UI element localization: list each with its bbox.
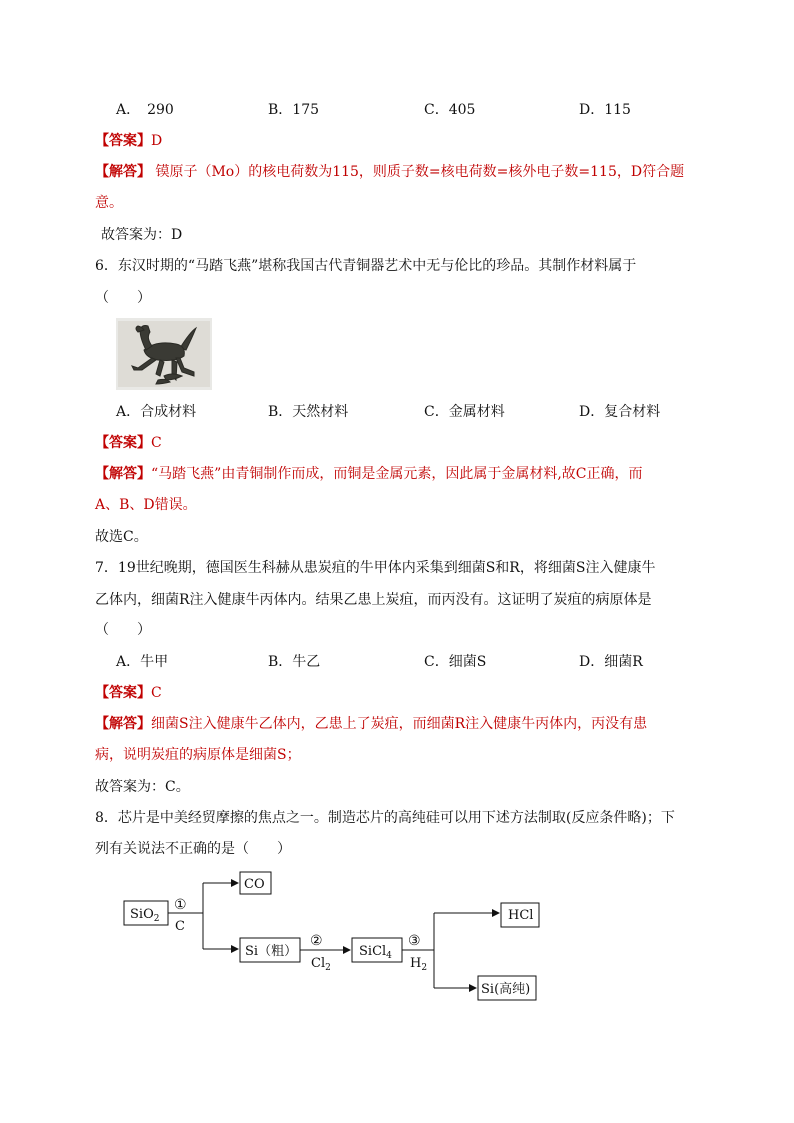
label-co: CO [244,877,265,892]
answer-value: C [151,685,162,701]
reagent-2: $Cl_2$ [311,956,331,973]
analysis-text: 镆原子（Mo）的核电荷数为115，则质子数=核电荷数=核外电子数=115，D符合题 [151,164,685,180]
q5-option-b: B．175 [268,102,320,118]
analysis-text: 细菌S注入健康牛乙体内，乙患上了炭疽，而细菌R注入健康牛丙体内，丙没有患 [151,716,648,732]
step-2: ② [310,933,323,949]
step-1: ① [174,897,187,913]
q5-answer [95,131,162,151]
label-si-pure: Si(高纯) [481,982,531,997]
label-sio2: SiO$_2$ [130,907,160,924]
q7-analysis-line2: 病，说明炭疽的病原体是细菌S； [95,747,301,763]
q6-stem-line2: （ ） [95,290,151,306]
answer-tag: 【答案】 [95,133,151,149]
q7-answer [95,683,162,703]
q6-option-a: A．合成材料 [116,404,197,420]
q7-stem-line3: （ ） [95,622,151,638]
q6-answer [95,433,162,453]
q5-option-d: D．115 [579,102,631,118]
q7-option-a: A．牛甲 [116,654,169,670]
answer-tag: 【答案】 [95,685,151,701]
label-sicl4: SiCl$_4$ [359,944,392,961]
q6-conclusion: 故选C。 [95,529,148,545]
analysis-text: “马踏飞燕”由青铜制作而成，而铜是金属元素，因此属于金属材料,故C正确，而 [151,466,643,482]
analysis-tag: 【解答】 [95,466,151,482]
q7-option-b: B．牛乙 [268,654,321,670]
reagent-3: $H_2$ [410,956,428,973]
q7-option-d: D．细菌R [579,654,643,670]
label-si-crude: Si（粗） [245,944,298,959]
q6-option-c: C．金属材料 [424,404,505,420]
q5-conclusion: 故答案为：D [101,227,183,243]
analysis-tag: 【解答】 [95,716,151,732]
silicon-process-diagram [0,860,794,1010]
horse-figure-icon [116,318,212,390]
step-3: ③ [408,933,421,949]
reagent-1: C [175,919,185,934]
q5-analysis-line1 [95,162,684,182]
q8-stem-line2: 列有关说法不正确的是（ ） [95,841,291,857]
q6-analysis-line2: A、B、D错误。 [95,497,197,513]
answer-value: D [151,133,163,149]
q5-analysis-line2: 意。 [95,195,123,211]
q7-stem-line2: 乙体内，细菌R注入健康牛丙体内。结果乙患上炭疽，而丙没有。这证明了炭疽的病原体是 [95,592,652,608]
q6-option-b: B．天然材料 [268,404,349,420]
q6-option-d: D．复合材料 [579,404,661,420]
q5-option-a: A． 290 [116,102,174,118]
q5-option-c: C．405 [424,102,476,118]
bronze-horse-image [116,318,212,390]
q7-conclusion: 故答案为：C。 [95,779,190,795]
q6-analysis-line1 [95,464,642,484]
q7-stem-line1: 7．19世纪晚期，德国医生科赫从患炭疽的牛甲体内采集到细菌S和R，将细菌S注入健康牛 [95,560,656,576]
q6-stem-line1: 6．东汉时期的“马踏飞燕”堪称我国古代青铜器艺术中无与伦比的珍品。其制作材料属于 [95,258,637,274]
answer-tag: 【答案】 [95,435,151,451]
q7-analysis-line1 [95,714,647,734]
q8-stem-line1: 8．芯片是中美经贸摩擦的焦点之一。制造芯片的高纯硅可以用下述方法制取(反应条件略)；下 [95,810,675,826]
q7-option-c: C．细菌S [424,654,487,670]
answer-value: C [151,435,162,451]
analysis-tag: 【解答】 [95,164,151,180]
label-hcl: HCl [508,908,534,923]
